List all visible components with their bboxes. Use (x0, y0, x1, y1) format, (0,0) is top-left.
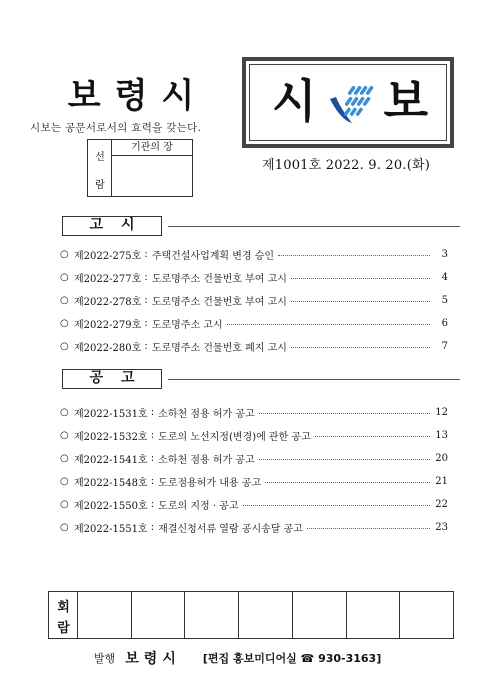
item-title: 도로의 노선지정(변경)에 관한 공고 (158, 432, 311, 443)
circulation-cell (185, 592, 239, 638)
footer-publish-label: 발행 (94, 652, 116, 665)
section-label-notice: 고시 (62, 216, 162, 236)
list-item[interactable]: ○ 제2022-1532호 : 도로의 노선지정(변경)에 관한 공고 13 (60, 430, 448, 443)
approval-head: 기관의 장 (112, 140, 192, 156)
leader-dots (315, 436, 430, 437)
bulletin-char-left: 시 (272, 74, 317, 128)
item-number: 제2022-1531호 (74, 409, 148, 420)
circle-bullet-icon: ○ (60, 522, 69, 533)
item-title: 도로명주소 건물번호 부여 고시 (151, 297, 287, 308)
item-page: 20 (435, 453, 448, 464)
city-name: 보령시 (67, 76, 209, 116)
item-number: 제2022-280호 (74, 343, 142, 354)
circle-bullet-icon: ○ (60, 249, 69, 260)
leader-dots (243, 505, 430, 506)
section-rule-notice (168, 226, 460, 227)
item-page: 21 (435, 476, 448, 487)
item-page: 13 (435, 430, 448, 441)
item-title: 도로명주소 건물번호 폐지 고시 (151, 343, 287, 354)
list-item[interactable]: ○ 제2022-1541호 : 소하천 점용 허가 공고 20 (60, 453, 448, 466)
approval-side-bottom: 람 (95, 180, 105, 191)
leader-dots (307, 528, 430, 529)
item-title: 도로의 지정 · 공고 (158, 501, 239, 512)
item-title: 도로점용허가 내용 공고 (158, 478, 262, 489)
list-item[interactable]: ○ 제2022-1551호 : 재결신청서류 열람 공시송달 공고 23 (60, 522, 448, 535)
item-title: 도로명주소 고시 (151, 320, 223, 331)
circulation-cell (347, 592, 401, 638)
item-title: 도로명주소 건물번호 부여 고시 (151, 274, 287, 285)
section-label-announcement: 공고 (62, 369, 162, 389)
list-item[interactable]: ○ 제2022-277호 : 도로명주소 건물번호 부여 고시 4 (60, 272, 448, 285)
circle-bullet-icon: ○ (60, 318, 69, 329)
item-number: 제2022-278호 (74, 297, 142, 308)
item-page: 5 (441, 295, 448, 306)
leader-dots (278, 255, 430, 256)
bulletin-banner (242, 57, 454, 148)
item-number: 제2022-1548호 (74, 478, 148, 489)
item-page: 23 (435, 522, 448, 533)
list-item[interactable]: ○ 제2022-280호 : 도로명주소 건물번호 폐지 고시 7 (60, 341, 448, 354)
circle-bullet-icon: ○ (60, 341, 69, 352)
circulation-cell (293, 592, 347, 638)
circle-bullet-icon: ○ (60, 499, 69, 510)
leader-dots (291, 347, 430, 348)
circulation-label-top: 회 (57, 600, 70, 615)
bulletin-char-right: 보 (383, 74, 428, 128)
bulletin-banner-inner (249, 64, 447, 141)
circulation-cell (400, 592, 453, 638)
leader-dots (291, 301, 430, 302)
leader-dots (259, 459, 430, 460)
circle-bullet-icon: ○ (60, 476, 69, 487)
item-title: 주택건설사업계획 변경 승인 (151, 251, 275, 262)
footer (94, 648, 381, 668)
notice-list (60, 243, 448, 358)
list-item[interactable]: ○ 제2022-279호 : 도로명주소 고시 6 (60, 318, 448, 331)
circulation-label-bottom: 람 (57, 621, 70, 636)
list-item[interactable]: ○ 제2022-278호 : 도로명주소 건물번호 부여 고시 5 (60, 295, 448, 308)
leader-dots (227, 324, 430, 325)
item-number: 제2022-279호 (74, 320, 142, 331)
item-page: 22 (435, 499, 448, 510)
item-page: 7 (441, 341, 448, 352)
circulation-cell (132, 592, 186, 638)
item-page: 4 (441, 272, 448, 283)
item-number: 제2022-1550호 (74, 501, 148, 512)
circle-bullet-icon: ○ (60, 407, 69, 418)
approval-box (87, 139, 193, 197)
item-number: 제2022-1532호 (74, 432, 148, 443)
list-item[interactable]: ○ 제2022-1548호 : 도로점용허가 내용 공고 21 (60, 476, 448, 489)
item-page: 12 (435, 407, 448, 418)
announcement-list (60, 401, 448, 539)
circle-bullet-icon: ○ (60, 430, 69, 441)
item-title: 소하천 점용 허가 공고 (158, 409, 255, 420)
approval-side-top: 선 (95, 152, 105, 163)
circle-bullet-icon: ○ (60, 453, 69, 464)
section-rule-announcement (168, 379, 460, 380)
item-number: 제2022-275호 (74, 251, 142, 262)
circulation-table (48, 591, 454, 639)
leader-dots (265, 482, 430, 483)
circulation-cell (239, 592, 293, 638)
footer-publisher: 보령시 (125, 651, 181, 667)
circle-bullet-icon: ○ (60, 295, 69, 306)
item-number: 제2022-1551호 (74, 524, 148, 535)
issue-number-date: 제1001호 2022. 9. 20.(화) (262, 158, 430, 173)
item-page: 3 (441, 249, 448, 260)
list-item[interactable]: ○ 제2022-275호 : 주택건설사업계획 변경 승인 3 (60, 249, 448, 262)
circle-bullet-icon: ○ (60, 272, 69, 283)
list-item[interactable]: ○ 제2022-1531호 : 소하천 점용 허가 공고 12 (60, 407, 448, 420)
item-title: 재결신청서류 열람 공시송달 공고 (158, 524, 303, 535)
list-item[interactable]: ○ 제2022-1550호 : 도로의 지정 · 공고 22 (60, 499, 448, 512)
leader-dots (291, 278, 430, 279)
item-number: 제2022-277호 (74, 274, 142, 285)
bulletin-subtitle: 시보는 공문서로서의 효력을 갖는다. (30, 122, 202, 134)
leader-dots (259, 413, 430, 414)
item-number: 제2022-1541호 (74, 455, 148, 466)
footer-edit-contact: [편집 홍보미디어실 ☎ 930-3163] (202, 652, 382, 665)
item-page: 6 (441, 318, 448, 329)
approval-side (88, 140, 112, 196)
circulation-label (49, 592, 78, 638)
circulation-cell (78, 592, 132, 638)
boryeong-city-logo-icon (326, 77, 378, 129)
item-title: 소하천 점용 허가 공고 (158, 455, 255, 466)
